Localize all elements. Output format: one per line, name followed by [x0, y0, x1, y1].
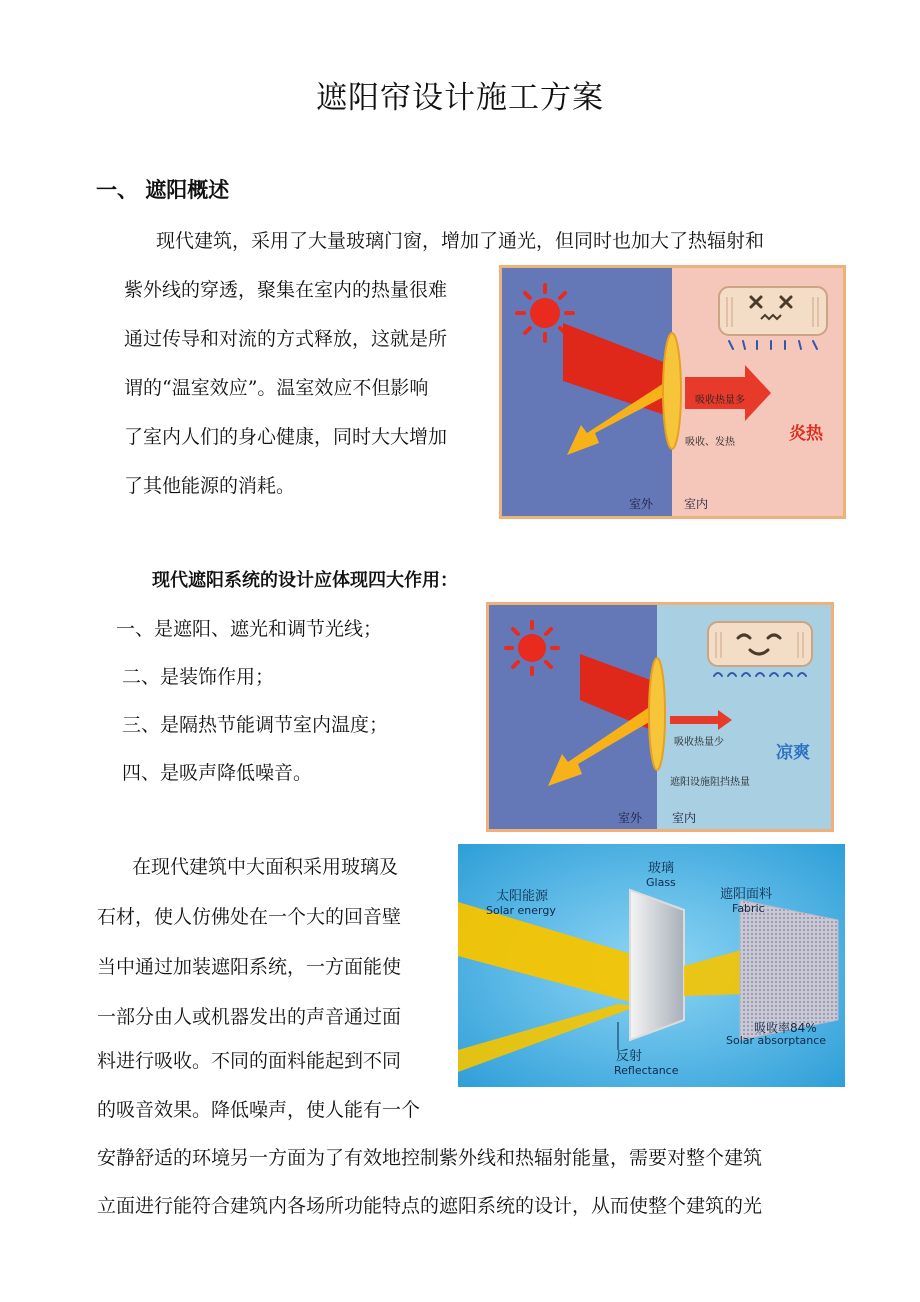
absorb-label: 吸收热量多	[695, 395, 745, 406]
fabric-en-label: Fabric	[732, 902, 765, 915]
paragraph-line: 石材，使人仿佛处在一个大的回音壁	[97, 906, 402, 928]
fabric-cn-label: 遮阳面料	[720, 887, 773, 902]
paragraph-line: 当中通过加装遮阳系统，一方面能使	[97, 956, 402, 978]
function-item: 二、是装饰作用；	[122, 666, 275, 688]
inside-label: 室内	[672, 811, 697, 825]
section-heading-functions: 现代遮阳系统的设计应体现四大作用：	[152, 570, 458, 591]
absorb-heat-label: 吸收、发热	[685, 437, 735, 448]
solar-en-label: Solar energy	[486, 904, 556, 917]
absorptance-en-label: Solar absorptance	[726, 1034, 827, 1047]
section-heading-overview: 一、 遮阳概述	[96, 178, 230, 202]
paragraph-line: 的吸音效果。降低噪声，使人能有一个	[97, 1099, 421, 1121]
solar-fabric-figure	[458, 844, 845, 1087]
paragraph-line: 料进行吸收。不同的面料能起到不同	[97, 1050, 402, 1072]
paragraph-line: 通过传导和对流的方式释放，这就是所	[124, 328, 448, 350]
paragraph-line: 现代建筑，采用了大量玻璃门窗，增加了通光，但同时也加大了热辐射和	[156, 230, 765, 252]
shading-cool-figure	[486, 602, 834, 832]
paragraph-line: 立面进行能符合建筑内各场所功能特点的遮阳系统的设计，从而使整个建筑的光	[97, 1195, 763, 1217]
function-item: 三、是隔热节能调节室内温度；	[122, 714, 389, 736]
page-title: 遮阳帘设计施工方案	[316, 80, 604, 116]
paragraph-line: 一部分由人或机器发出的声音通过面	[97, 1006, 402, 1028]
function-item: 一、是遮阳、遮光和调节光线；	[116, 618, 383, 640]
paragraph-line: 了室内人们的身心健康，同时大大增加	[124, 426, 448, 448]
absorptance-cn-label: 吸收率84%	[754, 1021, 817, 1035]
paragraph-line: 在现代建筑中大面积采用玻璃及	[132, 856, 399, 878]
paragraph-line: 谓的“温室效应”。温室效应不但影响	[124, 377, 429, 399]
inside-label: 室内	[684, 497, 709, 511]
solar-cn-label: 太阳能源	[496, 889, 549, 904]
paragraph-line: 了其他能源的消耗。	[124, 475, 296, 497]
hot-label: 炎热	[789, 424, 823, 444]
absorb-less-label: 吸收热量少	[674, 737, 724, 748]
outside-label: 室外	[629, 497, 654, 511]
glass-cn-label: 玻璃	[648, 861, 675, 876]
cool-label: 凉爽	[776, 743, 810, 763]
glass-en-label: Glass	[646, 876, 676, 889]
outside-label: 室外	[618, 811, 643, 825]
block-heat-label: 遮阳设施阻挡热量	[670, 777, 750, 788]
function-item: 四、是吸声降低噪音。	[122, 762, 313, 784]
paragraph-line: 紫外线的穿透，聚集在室内的热量很难	[124, 279, 448, 301]
paragraph-line: 安静舒适的环境另一方面为了有效地控制紫外线和热辐射能量，需要对整个建筑	[97, 1147, 763, 1169]
reflect-cn-label: 反射	[616, 1049, 643, 1064]
sun-icon	[506, 622, 558, 674]
greenhouse-effect-figure	[499, 265, 846, 519]
reflect-en-label: Reflectance	[614, 1064, 679, 1077]
